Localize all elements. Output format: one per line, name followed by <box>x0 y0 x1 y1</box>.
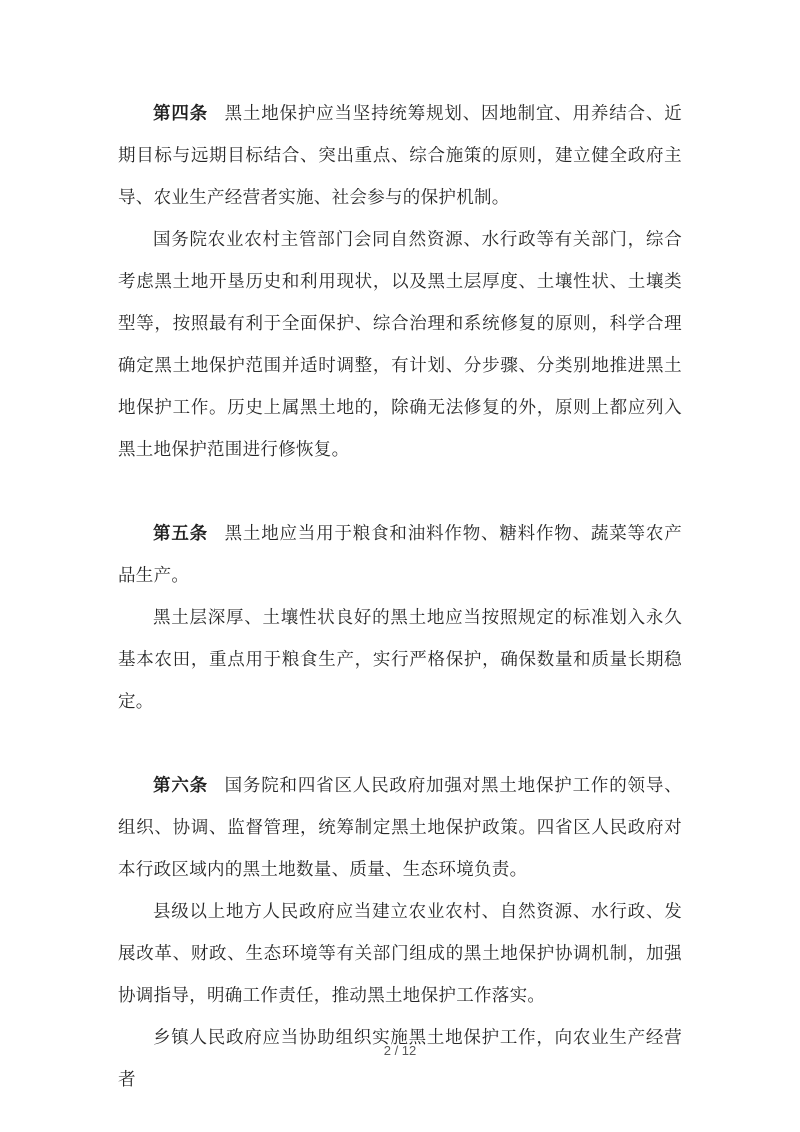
article-number: 第五条 <box>153 523 208 543</box>
paragraph-text: 国务院和四省区人民政府加强对黑土地保护工作的领导、组织、协调、监督管理，统筹制定黑土地保护政策。四省区人民政府对本行政区域内的黑土地数量、质量、生态环境负责。 <box>118 775 682 879</box>
paragraph-text: 国务院农业农村主管部门会同自然资源、水行政等有关部门，综合考虑黑土地开垦历史和利用现状，以及黑土层厚度、土壤性状、土壤类型等，按照最有利于全面保护、综合治理和系统修复的原则，科学合理确定黑土地保护范围并适时调整，有计划、分步骤、分类别地推进黑土地保护工作。历史上属黑土地的，除确无法修复的外，原则上都应列入黑土地保护范围进行修恢复。 <box>118 229 682 459</box>
page-number: 2 / 12 <box>383 1043 417 1058</box>
article-number: 第六条 <box>153 775 208 795</box>
article-number: 第四条 <box>153 103 208 123</box>
paragraph-text: 黑土地保护应当坚持统筹规划、因地制宜、用养结合、近期目标与远期目标结合、突出重点、综合施策的原则，建立健全政府主导、农业生产经营者实施、社会参与的保护机制。 <box>118 103 682 207</box>
article-paragraph-6 <box>118 764 682 890</box>
paragraph <box>118 218 682 470</box>
document-body <box>118 92 682 1100</box>
page-footer <box>0 1042 800 1060</box>
paragraph-text: 黑土地应当用于粮食和油料作物、糖料作物、蔬菜等农产品生产。 <box>118 523 682 585</box>
paragraph-text: 黑土层深厚、土壤性状良好的黑土地应当按照规定的标准划入永久基本农田，重点用于粮食生产，实行严格保护，确保数量和质量长期稳定。 <box>118 607 682 711</box>
article-paragraph-4 <box>118 92 682 218</box>
paragraph-text: 县级以上地方人民政府应当建立农业农村、自然资源、水行政、发展改革、财政、生态环境等有关部门组成的黑土地保护协调机制，加强协调指导，明确工作责任，推动黑土地保护工作落实。 <box>118 901 682 1005</box>
paragraph <box>118 596 682 722</box>
paragraph <box>118 890 682 1016</box>
article-paragraph-5 <box>118 512 682 596</box>
paragraph-text: 乡镇人民政府应当协助组织实施黑土地保护工作，向农业生产经营者 <box>118 1027 682 1089</box>
